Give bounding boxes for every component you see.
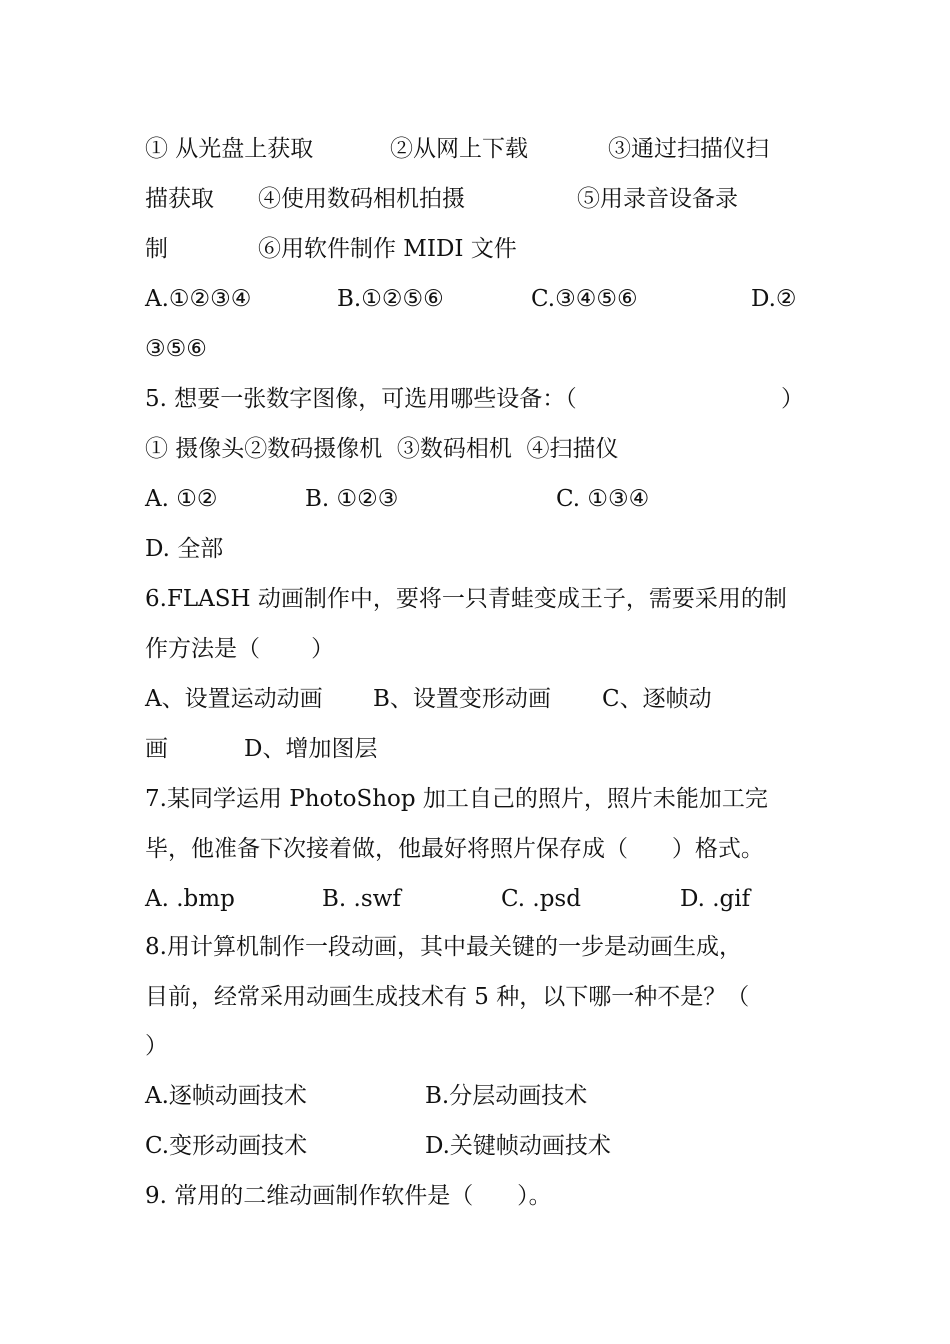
q5-choice-b: B. ①②③ xyxy=(305,486,399,512)
q4-option-5-cont: 制 xyxy=(145,236,168,262)
q5-stem: 5. 想要一张数字图像，可选用哪些设备：（ xyxy=(145,386,577,412)
q6-choice-d: D、增加图层 xyxy=(244,736,378,762)
q8-stem-2: 目前，经常采用动画生成技术有 5 种，以下哪一种不是？（ xyxy=(145,984,750,1010)
q4-choice-c: C.③④⑤⑥ xyxy=(531,286,638,312)
q7-choice-c: C. .psd xyxy=(501,886,581,912)
q8-stem-1: 8.用计算机制作一段动画，其中最关键的一步是动画生成， xyxy=(145,934,742,960)
q4-choice-b: B.①②⑤⑥ xyxy=(337,286,444,312)
q5-items: ① 摄像头②数码摄像机 ③数码相机 ④扫描仪 xyxy=(145,436,619,462)
q6-stem-line-1 xyxy=(145,584,787,614)
q4-option-6: ⑥用软件制作 MIDI 文件 xyxy=(258,236,517,262)
q7-stem-line-1 xyxy=(145,784,768,814)
q4-choice-a: A.①②③④ xyxy=(145,286,252,312)
q8-choice-a: A.逐帧动画技术 xyxy=(145,1083,307,1109)
q6-stem-2: 作方法是（ ） xyxy=(145,636,335,662)
q4-option-3-cont: 描获取 xyxy=(145,186,214,212)
q8-stem-line-3 xyxy=(145,1031,174,1061)
q7-stem-2: 毕，他准备下次接着做，他最好将照片保存成（ ）格式。 xyxy=(145,836,764,862)
q4-option-5: ⑤用录音设备录 xyxy=(577,186,738,212)
q4-options-line-1 xyxy=(145,134,769,164)
q6-choices-line-2 xyxy=(145,734,378,764)
q8-stem-line-2 xyxy=(145,982,750,1012)
q5-stem-close: ） xyxy=(781,386,804,412)
q7-choices-line xyxy=(145,884,751,914)
q8-stem-line-1 xyxy=(145,932,742,962)
q4-choice-d-cont-line xyxy=(145,334,207,364)
q7-choice-d: D. .gif xyxy=(680,886,751,912)
q8-choices-line-2 xyxy=(145,1131,611,1161)
q5-stem-line xyxy=(145,384,804,414)
q8-choice-d: D.关键帧动画技术 xyxy=(425,1133,611,1159)
q4-option-2: ②从网上下载 xyxy=(390,136,528,162)
q8-stem-3: ） xyxy=(145,1033,168,1059)
q9-stem: 9. 常用的二维动画制作软件是（ ）。 xyxy=(145,1183,552,1209)
q8-choice-b: B.分层动画技术 xyxy=(425,1083,588,1109)
q4-choice-d-cont: ③⑤⑥ xyxy=(145,336,207,362)
q4-choices-line xyxy=(145,284,797,314)
q4-options-line-3 xyxy=(145,234,517,264)
q8-choice-c: C.变形动画技术 xyxy=(145,1133,308,1159)
q7-stem-line-2 xyxy=(145,834,764,864)
q5-choice-d-line xyxy=(145,534,224,564)
q7-choice-a: A. .bmp xyxy=(145,886,235,912)
q6-stem-1: 6.FLASH 动画制作中，要将一只青蛙变成王子，需要采用的制 xyxy=(145,586,787,612)
q8-choices-line-1 xyxy=(145,1081,588,1111)
q4-option-3: ③通过扫描仪扫 xyxy=(608,136,769,162)
q5-items-line xyxy=(145,434,619,464)
q4-choice-d: D.② xyxy=(751,286,797,312)
q7-stem-1: 7.某同学运用 PhotoShop 加工自己的照片，照片未能加工完 xyxy=(145,786,768,812)
q6-choice-a: A、设置运动动画 xyxy=(145,686,323,712)
q4-options-line-2 xyxy=(145,184,738,214)
q4-option-4: ④使用数码相机拍摄 xyxy=(258,186,465,212)
q6-choice-b: B、设置变形动画 xyxy=(373,686,551,712)
q6-choice-c: C、逐帧动 xyxy=(602,686,712,712)
q6-choice-c-cont: 画 xyxy=(145,736,168,762)
q9-stem-line xyxy=(145,1181,552,1211)
q4-option-1: ① 从光盘上获取 xyxy=(145,136,314,162)
q5-choices-line xyxy=(145,484,650,514)
q6-stem-line-2 xyxy=(145,634,335,664)
q7-choice-b: B. .swf xyxy=(322,886,401,912)
q5-choice-c: C. ①③④ xyxy=(556,486,650,512)
q6-choices-line xyxy=(145,684,712,714)
q5-choice-d: D. 全部 xyxy=(145,536,224,562)
q5-choice-a: A. ①② xyxy=(145,486,218,512)
